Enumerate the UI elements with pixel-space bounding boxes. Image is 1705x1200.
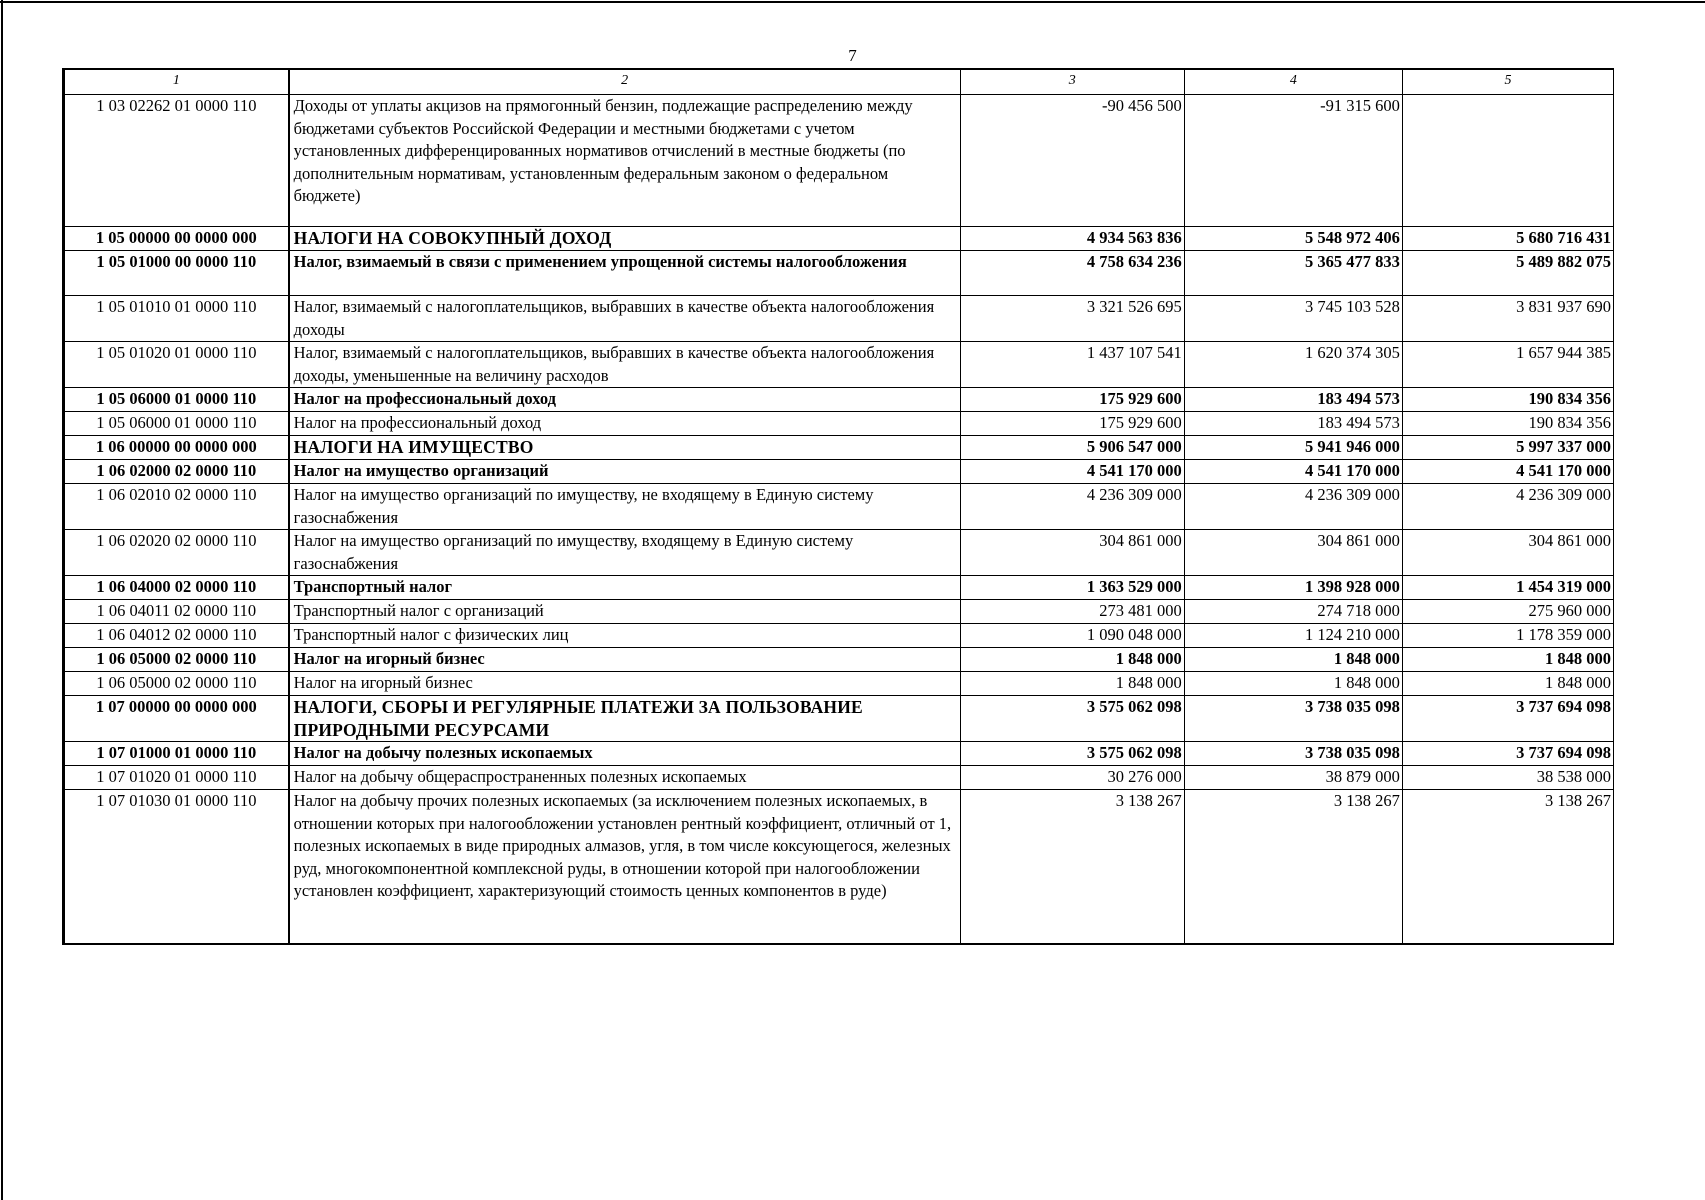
amount-cell: 3 321 526 695: [960, 296, 1184, 342]
revenue-name-cell: Налог, взимаемый с налогоплательщиков, выбравших в качестве объекта налогообложения доходы, уменьшенные на величину расходов: [289, 342, 960, 388]
table-row: [64, 342, 1614, 388]
budget-code-cell: 1 07 00000 00 0000 000: [64, 696, 289, 742]
amount-cell: 190 834 356: [1402, 388, 1613, 412]
amount-cell: 4 236 309 000: [1184, 484, 1402, 530]
table-row: [64, 95, 1614, 227]
revenue-name-cell: НАЛОГИ НА СОВОКУПНЫЙ ДОХОД: [289, 227, 960, 251]
amount-cell: 1 398 928 000: [1184, 576, 1402, 600]
amount-cell: 5 941 946 000: [1184, 436, 1402, 460]
amount-cell: -90 456 500: [960, 95, 1184, 227]
amount-cell: 5 365 477 833: [1184, 251, 1402, 296]
revenue-name-cell: Налог на профессиональный доход: [289, 412, 960, 436]
budget-code-cell: 1 06 04012 02 0000 110: [64, 624, 289, 648]
amount-cell: 5 997 337 000: [1402, 436, 1613, 460]
amount-cell: 275 960 000: [1402, 600, 1613, 624]
amount-cell: 4 541 170 000: [1184, 460, 1402, 484]
budget-code-cell: 1 06 02020 02 0000 110: [64, 530, 289, 576]
amount-cell: 4 236 309 000: [960, 484, 1184, 530]
revenue-name-cell: Налог на профессиональный доход: [289, 388, 960, 412]
amount-cell: 3 738 035 098: [1184, 696, 1402, 742]
table-row: [64, 672, 1614, 696]
revenue-name-cell: Налог на имущество организаций по имуществу, не входящему в Единую систему газоснабжения: [289, 484, 960, 530]
revenue-name-cell: Налог на игорный бизнес: [289, 672, 960, 696]
budget-code-cell: 1 06 04011 02 0000 110: [64, 600, 289, 624]
budget-code-cell: 1 07 01000 01 0000 110: [64, 742, 289, 766]
revenue-name-cell: Налог на игорный бизнес: [289, 648, 960, 672]
amount-cell: 1 657 944 385: [1402, 342, 1613, 388]
column-number: 3: [960, 69, 1184, 95]
amount-cell: 3 745 103 528: [1184, 296, 1402, 342]
amount-cell: 175 929 600: [960, 412, 1184, 436]
table-row: [64, 296, 1614, 342]
amount-cell: 5 680 716 431: [1402, 227, 1613, 251]
amount-cell: 4 758 634 236: [960, 251, 1184, 296]
scan-border-left: [1, 0, 3, 1200]
amount-cell: 304 861 000: [1184, 530, 1402, 576]
table-row: [64, 227, 1614, 251]
amount-cell: 1 848 000: [960, 672, 1184, 696]
budget-code-cell: 1 05 01000 00 0000 110: [64, 251, 289, 296]
revenue-name-cell: Налог на добычу полезных ископаемых: [289, 742, 960, 766]
table-row: [64, 460, 1614, 484]
table-row: [64, 484, 1614, 530]
revenue-name-cell: Налог на добычу общераспространенных полезных ископаемых: [289, 766, 960, 790]
amount-cell: 4 541 170 000: [1402, 460, 1613, 484]
revenue-name-cell: НАЛОГИ, СБОРЫ И РЕГУЛЯРНЫЕ ПЛАТЕЖИ ЗА ПОЛЬЗОВАНИЕ ПРИРОДНЫМИ РЕСУРСАМИ: [289, 696, 960, 742]
budget-code-cell: 1 06 05000 02 0000 110: [64, 648, 289, 672]
amount-cell: 3 575 062 098: [960, 696, 1184, 742]
revenue-name-cell: Налог на имущество организаций по имуществу, входящему в Единую систему газоснабжения: [289, 530, 960, 576]
amount-cell: 183 494 573: [1184, 412, 1402, 436]
column-number: 1: [64, 69, 289, 95]
amount-cell: 304 861 000: [960, 530, 1184, 576]
amount-cell: 4 934 563 836: [960, 227, 1184, 251]
budget-code-cell: 1 03 02262 01 0000 110: [64, 95, 289, 227]
amount-cell: 1 090 048 000: [960, 624, 1184, 648]
amount-cell: 1 848 000: [1402, 648, 1613, 672]
budget-code-cell: 1 05 01020 01 0000 110: [64, 342, 289, 388]
page-number: 7: [848, 46, 857, 65]
revenue-name-cell: Доходы от уплаты акцизов на прямогонный бензин, подлежащие распределению между бюджетами субъектов Российской Федерации и местными бюджетами с учетом установленных дифференцированных нормативов отчислений в местные бюджеты (по дополнительным нормативам, установленным федеральным законом о федеральном бюджете): [289, 95, 960, 227]
amount-cell: 5 548 972 406: [1184, 227, 1402, 251]
amount-cell: -91 315 600: [1184, 95, 1402, 227]
budget-code-cell: 1 06 05000 02 0000 110: [64, 672, 289, 696]
column-number-header: [64, 69, 1614, 95]
table-row: [64, 696, 1614, 742]
budget-code-cell: 1 05 06000 01 0000 110: [64, 412, 289, 436]
amount-cell: 4 541 170 000: [960, 460, 1184, 484]
budget-code-cell: 1 06 02000 02 0000 110: [64, 460, 289, 484]
amount-cell: 1 848 000: [1184, 672, 1402, 696]
amount-cell: 1 848 000: [1184, 648, 1402, 672]
column-number: 5: [1402, 69, 1613, 95]
budget-code-cell: 1 07 01030 01 0000 110: [64, 790, 289, 944]
amount-cell: 3 737 694 098: [1402, 696, 1613, 742]
revenue-name-cell: Транспортный налог с физических лиц: [289, 624, 960, 648]
amount-cell: 273 481 000: [960, 600, 1184, 624]
revenue-name-cell: Налог на добычу прочих полезных ископаемых (за исключением полезных ископаемых, в отношении которых при налогообложении установлен рентный коэффициент, отличный от 1, полезных ископаемых в виде природных алмазов, угля, в том числе коксующегося, железных руд, многокомпонентной комплексной руды, в отношении которой при налогообложении установлен коэффициент, характеризующий стоимость ценных компонентов в руде): [289, 790, 960, 944]
revenue-name-cell: Налог на имущество организаций: [289, 460, 960, 484]
budget-code-cell: 1 05 00000 00 0000 000: [64, 227, 289, 251]
amount-cell: 3 138 267: [1402, 790, 1613, 944]
amount-cell: 1 454 319 000: [1402, 576, 1613, 600]
table-row: [64, 600, 1614, 624]
revenue-name-cell: Налог, взимаемый с налогоплательщиков, выбравших в качестве объекта налогообложения доходы: [289, 296, 960, 342]
budget-code-cell: 1 07 01020 01 0000 110: [64, 766, 289, 790]
amount-cell: 4 236 309 000: [1402, 484, 1613, 530]
amount-cell: 5 906 547 000: [960, 436, 1184, 460]
table-row: [64, 436, 1614, 460]
amount-cell: 38 538 000: [1402, 766, 1613, 790]
amount-cell: [1402, 95, 1613, 227]
table-row: [64, 742, 1614, 766]
amount-cell: 38 879 000: [1184, 766, 1402, 790]
revenue-name-cell: Транспортный налог: [289, 576, 960, 600]
table-row: [64, 624, 1614, 648]
amount-cell: 30 276 000: [960, 766, 1184, 790]
amount-cell: 1 178 359 000: [1402, 624, 1613, 648]
amount-cell: 1 620 374 305: [1184, 342, 1402, 388]
budget-revenue-table: [62, 68, 1614, 945]
column-number: 4: [1184, 69, 1402, 95]
scan-border-top: [0, 1, 1705, 3]
amount-cell: 183 494 573: [1184, 388, 1402, 412]
amount-cell: 304 861 000: [1402, 530, 1613, 576]
amount-cell: 175 929 600: [960, 388, 1184, 412]
amount-cell: 190 834 356: [1402, 412, 1613, 436]
table-row: [64, 388, 1614, 412]
amount-cell: 1 437 107 541: [960, 342, 1184, 388]
revenue-name-cell: Налог, взимаемый в связи с применением упрощенной системы налогообложения: [289, 251, 960, 296]
revenue-name-cell: НАЛОГИ НА ИМУЩЕСТВО: [289, 436, 960, 460]
budget-code-cell: 1 06 04000 02 0000 110: [64, 576, 289, 600]
budget-code-cell: 1 06 00000 00 0000 000: [64, 436, 289, 460]
budget-code-cell: 1 05 01010 01 0000 110: [64, 296, 289, 342]
amount-cell: 3 138 267: [1184, 790, 1402, 944]
amount-cell: 1 848 000: [960, 648, 1184, 672]
table-row: [64, 251, 1614, 296]
amount-cell: 3 575 062 098: [960, 742, 1184, 766]
amount-cell: 1 363 529 000: [960, 576, 1184, 600]
amount-cell: 5 489 882 075: [1402, 251, 1613, 296]
table-row: [64, 576, 1614, 600]
amount-cell: 3 737 694 098: [1402, 742, 1613, 766]
amount-cell: 1 124 210 000: [1184, 624, 1402, 648]
table-row: [64, 648, 1614, 672]
table-row: [64, 766, 1614, 790]
table-row: [64, 530, 1614, 576]
budget-code-cell: 1 05 06000 01 0000 110: [64, 388, 289, 412]
amount-cell: 3 831 937 690: [1402, 296, 1613, 342]
revenue-name-cell: Транспортный налог с организаций: [289, 600, 960, 624]
amount-cell: 3 138 267: [960, 790, 1184, 944]
amount-cell: 274 718 000: [1184, 600, 1402, 624]
table-row: [64, 412, 1614, 436]
budget-code-cell: 1 06 02010 02 0000 110: [64, 484, 289, 530]
amount-cell: 3 738 035 098: [1184, 742, 1402, 766]
amount-cell: 1 848 000: [1402, 672, 1613, 696]
table-row: [64, 790, 1614, 944]
column-number: 2: [289, 69, 960, 95]
